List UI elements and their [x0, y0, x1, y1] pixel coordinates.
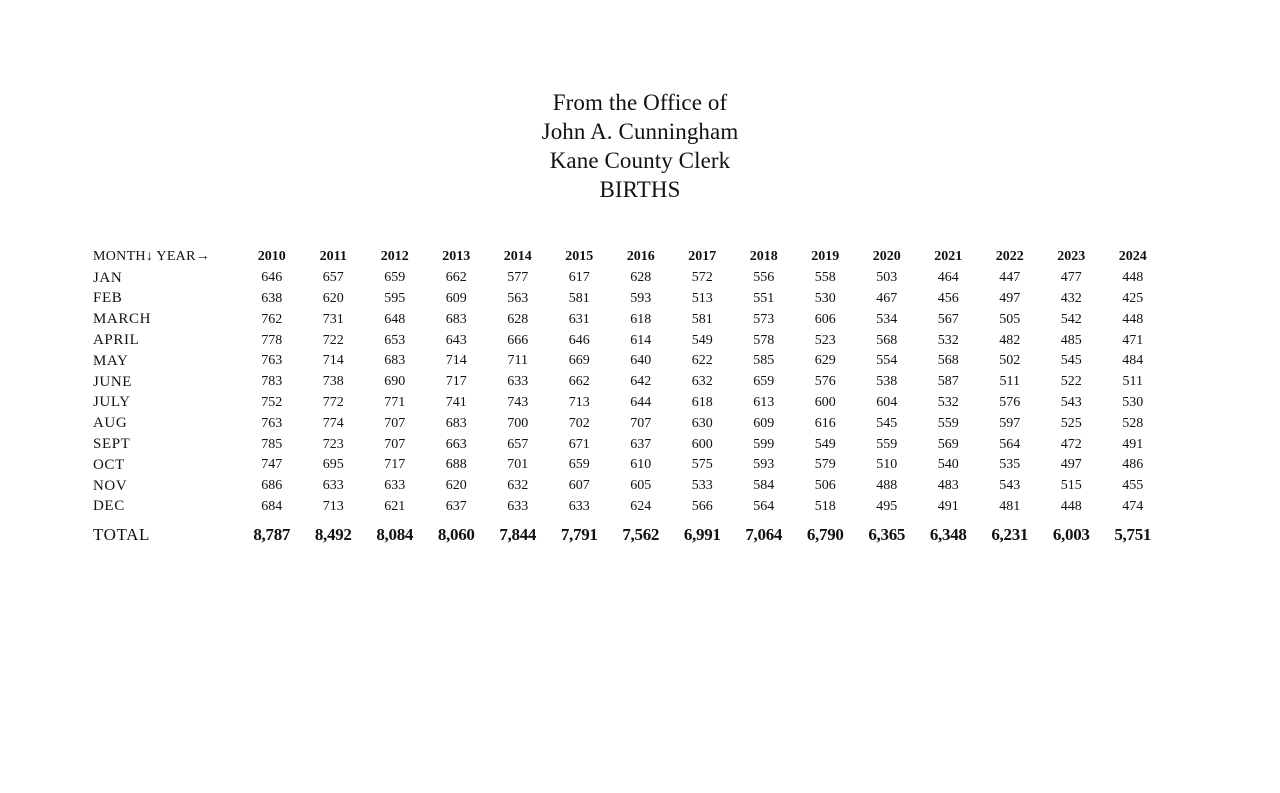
births-cell: 653: [384, 332, 406, 348]
births-cell: 471: [1122, 332, 1144, 348]
births-cell: 659: [384, 270, 406, 286]
births-cell: 600: [814, 394, 836, 410]
table-row: [93, 289, 1164, 310]
births-cell: 477: [1060, 270, 1082, 286]
births-cell: 621: [384, 498, 406, 514]
births-cell: 505: [999, 311, 1021, 327]
births-cell: 545: [1060, 353, 1082, 369]
births-cell: 772: [322, 394, 344, 410]
births-cell: 549: [691, 332, 713, 348]
births-cell: 617: [568, 270, 590, 286]
births-cell: 522: [1060, 374, 1082, 390]
births-cell: 731: [322, 311, 344, 327]
month-label: SEPT: [93, 436, 131, 453]
births-cell: 542: [1060, 311, 1082, 327]
year-header: 2016: [626, 249, 655, 265]
births-cell: 783: [261, 374, 283, 390]
births-cell: 540: [937, 457, 959, 473]
births-cell: 585: [753, 353, 775, 369]
births-cell: 622: [691, 353, 713, 369]
births-cell: 530: [1122, 394, 1144, 410]
births-cell: 743: [507, 394, 529, 410]
births-cell: 684: [261, 498, 283, 514]
births-cell: 523: [814, 332, 836, 348]
total-cell: 5,751: [1114, 525, 1152, 545]
total-row: [93, 517, 1164, 553]
births-cell: 666: [507, 332, 529, 348]
births-cell: 456: [937, 290, 959, 306]
births-cell: 587: [937, 374, 959, 390]
births-cell: 752: [261, 394, 283, 410]
births-cell: 497: [999, 290, 1021, 306]
births-cell: 683: [445, 311, 467, 327]
births-cell: 564: [999, 436, 1021, 452]
births-cell: 593: [753, 457, 775, 473]
year-header: 2012: [380, 249, 409, 265]
births-cell: 549: [814, 436, 836, 452]
corner-label: MONTH↓ YEAR→: [93, 249, 211, 265]
births-cell: 671: [568, 436, 590, 452]
births-cell: 633: [322, 478, 344, 494]
month-label: DEC: [93, 498, 125, 515]
births-cell: 701: [507, 457, 529, 473]
total-cell: 6,991: [683, 525, 721, 545]
births-cell: 723: [322, 436, 344, 452]
births-cell: 559: [937, 415, 959, 431]
month-label: FEB: [93, 290, 123, 307]
births-cell: 484: [1122, 353, 1144, 369]
births-cell: 513: [691, 290, 713, 306]
births-cell: 506: [814, 478, 836, 494]
table-row: [93, 434, 1164, 455]
births-cell: 481: [999, 498, 1021, 514]
month-label: NOV: [93, 477, 128, 494]
births-cell: 762: [261, 311, 283, 327]
total-cell: 7,791: [560, 525, 598, 545]
table-row: [93, 351, 1164, 372]
births-cell: 741: [445, 394, 467, 410]
births-cell: 618: [630, 311, 652, 327]
total-cell: 7,562: [622, 525, 660, 545]
total-cell: 6,348: [929, 525, 967, 545]
births-cell: 657: [507, 436, 529, 452]
births-cell: 515: [1060, 478, 1082, 494]
births-cell: 486: [1122, 457, 1144, 473]
births-cell: 563: [507, 290, 529, 306]
births-cell: 447: [999, 270, 1021, 286]
births-cell: 609: [753, 415, 775, 431]
births-cell: 643: [445, 332, 467, 348]
births-cell: 597: [999, 415, 1021, 431]
year-header: 2010: [257, 249, 286, 265]
births-cell: 717: [384, 457, 406, 473]
births-cell: 640: [630, 353, 652, 369]
births-cell: 606: [814, 311, 836, 327]
births-cell: 577: [507, 270, 529, 286]
year-header: 2014: [503, 249, 532, 265]
header-clerk-name: John A. Cunningham: [541, 119, 739, 144]
year-header: 2019: [811, 249, 840, 265]
births-cell: 600: [691, 436, 713, 452]
births-cell: 644: [630, 394, 652, 410]
births-cell: 510: [876, 457, 898, 473]
year-header: 2018: [749, 249, 778, 265]
births-cell: 607: [568, 478, 590, 494]
births-cell: 605: [630, 478, 652, 494]
year-header: 2011: [319, 249, 347, 265]
births-table: [93, 247, 1164, 553]
births-cell: 528: [1122, 415, 1144, 431]
births-cell: 662: [568, 374, 590, 390]
total-cell: 6,365: [868, 525, 906, 545]
births-cell: 633: [507, 374, 529, 390]
births-cell: 497: [1060, 457, 1082, 473]
year-header: 2021: [934, 249, 963, 265]
births-cell: 530: [814, 290, 836, 306]
births-cell: 659: [753, 374, 775, 390]
births-cell: 713: [322, 498, 344, 514]
month-label: JUNE: [93, 373, 133, 390]
total-cell: 8,084: [376, 525, 414, 545]
births-cell: 568: [876, 332, 898, 348]
births-cell: 624: [630, 498, 652, 514]
total-cell: 6,231: [991, 525, 1029, 545]
births-cell: 467: [876, 290, 898, 306]
births-cell: 659: [568, 457, 590, 473]
births-cell: 683: [384, 353, 406, 369]
births-cell: 714: [445, 353, 467, 369]
births-cell: 630: [691, 415, 713, 431]
births-cell: 573: [753, 311, 775, 327]
births-cell: 554: [876, 353, 898, 369]
births-cell: 646: [568, 332, 590, 348]
births-cell: 599: [753, 436, 775, 452]
births-cell: 491: [937, 498, 959, 514]
births-cell: 593: [630, 290, 652, 306]
births-cell: 657: [322, 270, 344, 286]
header-report-title: BIRTHS: [599, 177, 681, 202]
births-cell: 669: [568, 353, 590, 369]
births-cell: 620: [322, 290, 344, 306]
births-cell: 483: [937, 478, 959, 494]
births-cell: 662: [445, 270, 467, 286]
year-header: 2024: [1118, 249, 1147, 265]
births-cell: 785: [261, 436, 283, 452]
births-cell: 448: [1122, 270, 1144, 286]
table-body: [93, 268, 1164, 554]
births-cell: 628: [507, 311, 529, 327]
year-header: 2017: [688, 249, 717, 265]
births-cell: 637: [445, 498, 467, 514]
births-cell: 551: [753, 290, 775, 306]
births-cell: 620: [445, 478, 467, 494]
births-cell: 713: [568, 394, 590, 410]
births-cell: 503: [876, 270, 898, 286]
births-cell: 637: [630, 436, 652, 452]
births-cell: 559: [876, 436, 898, 452]
births-cell: 485: [1060, 332, 1082, 348]
total-cell: 6,003: [1052, 525, 1090, 545]
table-row: [93, 330, 1164, 351]
births-cell: 581: [568, 290, 590, 306]
births-cell: 722: [322, 332, 344, 348]
month-label: APRIL: [93, 332, 140, 349]
total-cell: 8,492: [314, 525, 352, 545]
births-cell: 638: [261, 290, 283, 306]
births-cell: 771: [384, 394, 406, 410]
table-row: [93, 497, 1164, 518]
births-cell: 543: [999, 478, 1021, 494]
births-cell: 646: [261, 270, 283, 286]
births-cell: 628: [630, 270, 652, 286]
births-cell: 525: [1060, 415, 1082, 431]
births-cell: 609: [445, 290, 467, 306]
total-cell: 8,060: [437, 525, 475, 545]
total-label: TOTAL: [93, 525, 151, 545]
table-row: [93, 476, 1164, 497]
births-cell: 738: [322, 374, 344, 390]
births-cell: 545: [876, 415, 898, 431]
month-label: JULY: [93, 394, 131, 411]
births-cell: 631: [568, 311, 590, 327]
births-cell: 614: [630, 332, 652, 348]
births-cell: 425: [1122, 290, 1144, 306]
table-row: [93, 413, 1164, 434]
births-cell: 474: [1122, 498, 1144, 514]
births-cell: 633: [507, 498, 529, 514]
births-cell: 707: [384, 415, 406, 431]
births-cell: 763: [261, 353, 283, 369]
births-cell: 714: [322, 353, 344, 369]
births-cell: 763: [261, 415, 283, 431]
total-cell: 8,787: [253, 525, 291, 545]
births-cell: 568: [937, 353, 959, 369]
total-cell: 7,844: [499, 525, 537, 545]
births-cell: 534: [876, 311, 898, 327]
births-cell: 455: [1122, 478, 1144, 494]
births-cell: 578: [753, 332, 775, 348]
month-label: MAY: [93, 352, 129, 369]
births-cell: 581: [691, 311, 713, 327]
month-label: AUG: [93, 415, 128, 432]
births-cell: 575: [691, 457, 713, 473]
month-label: JAN: [93, 269, 123, 286]
table-row: [93, 309, 1164, 330]
total-cell: 6,790: [806, 525, 844, 545]
births-cell: 778: [261, 332, 283, 348]
births-cell: 618: [691, 394, 713, 410]
births-cell: 482: [999, 332, 1021, 348]
births-cell: 511: [999, 374, 1020, 390]
births-cell: 566: [691, 498, 713, 514]
births-cell: 604: [876, 394, 898, 410]
births-cell: 683: [445, 415, 467, 431]
births-cell: 532: [937, 394, 959, 410]
births-cell: 543: [1060, 394, 1082, 410]
births-cell: 700: [507, 415, 529, 431]
births-cell: 558: [814, 270, 836, 286]
births-cell: 774: [322, 415, 344, 431]
births-cell: 610: [630, 457, 652, 473]
table-row: [93, 455, 1164, 476]
births-cell: 629: [814, 353, 836, 369]
total-cell: 7,064: [745, 525, 783, 545]
births-cell: 595: [384, 290, 406, 306]
year-header: 2022: [995, 249, 1024, 265]
births-cell: 688: [445, 457, 467, 473]
births-cell: 648: [384, 311, 406, 327]
document-header: [0, 88, 1280, 204]
births-cell: 518: [814, 498, 836, 514]
header-office-line: From the Office of: [552, 90, 728, 115]
births-cell: 613: [753, 394, 775, 410]
header-clerk-title: Kane County Clerk: [549, 148, 731, 173]
year-header: 2013: [442, 249, 471, 265]
births-cell: 633: [568, 498, 590, 514]
births-cell: 695: [322, 457, 344, 473]
births-cell: 747: [261, 457, 283, 473]
births-cell: 569: [937, 436, 959, 452]
births-cell: 690: [384, 374, 406, 390]
births-cell: 663: [445, 436, 467, 452]
births-cell: 495: [876, 498, 898, 514]
year-header: 2020: [872, 249, 901, 265]
births-cell: 502: [999, 353, 1021, 369]
births-cell: 642: [630, 374, 652, 390]
births-cell: 707: [630, 415, 652, 431]
births-cell: 472: [1060, 436, 1082, 452]
births-cell: 576: [999, 394, 1021, 410]
births-cell: 579: [814, 457, 836, 473]
births-cell: 532: [937, 332, 959, 348]
births-cell: 488: [876, 478, 898, 494]
table-row: [93, 393, 1164, 414]
births-cell: 564: [753, 498, 775, 514]
births-cell: 491: [1122, 436, 1144, 452]
births-cell: 511: [1122, 374, 1143, 390]
births-cell: 567: [937, 311, 959, 327]
births-cell: 633: [384, 478, 406, 494]
births-cell: 572: [691, 270, 713, 286]
table-row: [93, 372, 1164, 393]
births-cell: 464: [937, 270, 959, 286]
births-cell: 707: [384, 436, 406, 452]
births-cell: 432: [1060, 290, 1082, 306]
births-cell: 632: [691, 374, 713, 390]
table-header-row: [93, 247, 1164, 268]
births-cell: 538: [876, 374, 898, 390]
year-header: 2023: [1057, 249, 1086, 265]
births-cell: 576: [814, 374, 836, 390]
year-header: 2015: [565, 249, 594, 265]
births-cell: 702: [568, 415, 590, 431]
births-cell: 448: [1122, 311, 1144, 327]
births-cell: 717: [445, 374, 467, 390]
births-cell: 711: [507, 353, 528, 369]
births-cell: 556: [753, 270, 775, 286]
births-cell: 533: [691, 478, 713, 494]
births-cell: 686: [261, 478, 283, 494]
births-cell: 632: [507, 478, 529, 494]
births-cell: 584: [753, 478, 775, 494]
table-row: [93, 268, 1164, 289]
births-cell: 448: [1060, 498, 1082, 514]
births-cell: 535: [999, 457, 1021, 473]
births-cell: 616: [814, 415, 836, 431]
month-label: OCT: [93, 456, 125, 473]
month-label: MARCH: [93, 311, 152, 328]
